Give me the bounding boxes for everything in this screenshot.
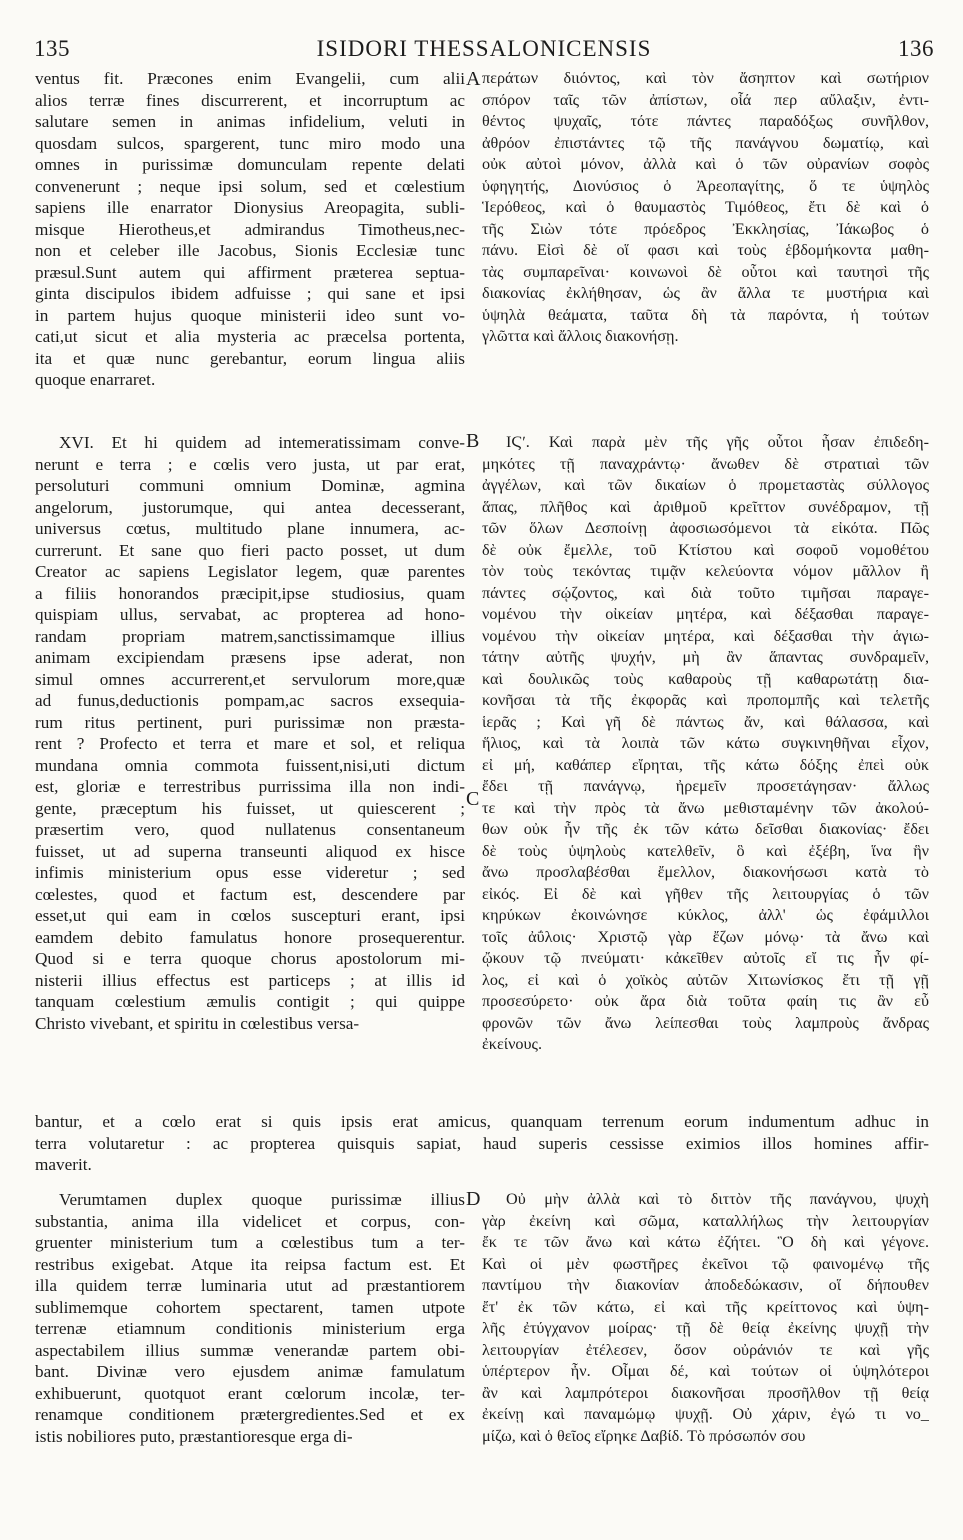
text-line: τὰς συμπαρεῖναι· κοινωνοὶ δὲ οὗτοι καὶ ταυτησὶ τῆς (482, 262, 929, 281)
text-line: gruenter ministerium tum a cœlestibus tum a ter- (35, 1233, 465, 1252)
text-line: νομένου τὴν οἰκείαν μητέρα, καὶ δέξασθαι παραγε- (482, 605, 929, 623)
text-line: præsul.Sunt autem qui affirment præterea septua- (35, 262, 465, 282)
text-line: θέντος ψυχαῖς, τότε πάντες παραδόξως συνῆλθον, (482, 112, 929, 130)
text-line: rum ritus pertinent, puri purissimæ non præsta- (35, 712, 465, 732)
text-line: animam excipiendam præsens ipse aderat, non (35, 648, 465, 667)
latin-full-width-continuation (35, 1111, 929, 1176)
text-line: istis nobiliores puto, præstantioresque erga di- (35, 1426, 353, 1446)
latin-paragraph-3 (35, 1189, 465, 1447)
text-line: exhibuerunt, quotquot erant cœlorum incolæ, ter- (35, 1383, 465, 1403)
text-line: bant. Divinæ vero ejusdem animæ famulatum (35, 1362, 465, 1381)
text-line: περάτων διιόντος, καὶ τὸν ἄσηπτον καὶ σωτήριον (482, 69, 929, 87)
text-line: quosdam sulcos, spargerent, tunc miro modo una (35, 133, 465, 153)
text-line: aspectabilem illius summæ venerandæ partem obi- (35, 1340, 465, 1360)
text-line: misque Hierotheus,et admirandus Timotheus,nec- (35, 219, 465, 239)
text-line: εἰ μή, καθάπερ εἴρηται, τῆς κάτω δόξης ἐπεὶ οὐκ (482, 755, 929, 774)
text-line: terra volutaretur : ac propterea quisquis sapiat, haud superis cessisse eximios illos homines affir- (35, 1133, 929, 1153)
text-line: cœlestes, quod et factum est, descendere par (35, 884, 465, 904)
text-line: non et celeber ille Jacobus, Sionis Ecclesiæ tunc (35, 241, 465, 260)
section-marker-a: A (466, 68, 481, 90)
text-line: τῆς Σιὼν τότε πρόεδρος Ἐκκλησίας, Ἰάκωβος ὁ (482, 219, 929, 238)
latin-paragraph-1 (35, 68, 465, 391)
text-line: ginta discipulos ibidem adfuisse ; qui sane et ipsi (35, 284, 465, 303)
text-line: renamque conditionem prætergredientes.Sed et ex (35, 1405, 465, 1424)
section-marker-d: D (466, 1188, 481, 1210)
text-line: ὑφηγητής, Διονύσιος ὁ Ἀρεοπαγίτης, ὅ τε ὑψηλὸς (482, 176, 929, 195)
text-line: λῆς ἐτύγχανον μοίρας· τῇ δὲ θείᾳ ἐκείνης ψυχῇ τὴν (482, 1319, 929, 1337)
text-line: Ἱερόθεος, καὶ ὁ θαυμαστὸς Τιμόθεος, ἔτι δὲ καὶ ὁ (482, 198, 929, 216)
text-line: maverit. (35, 1155, 92, 1174)
text-line: salutare semen in animas infidelium, veluti in (35, 112, 465, 131)
text-line: sublimemque cohortem spectarent, tamen utpote (35, 1297, 465, 1317)
text-line: ἀθρόον ἐπιστάντες τῷ τῆς πανάγνου δωματίῳ, καὶ (482, 133, 929, 152)
text-line: γὰρ ἐκείνη καὶ σῶμα, καταλλήλως τὴν λειτουργίαν (482, 1211, 929, 1230)
text-line: Quod si e terra quoque chorus apostolorum mi- (35, 949, 465, 968)
text-line: ἔδει τῇ πανάγνῳ, ἠρεμεῖν προσετάγησαν· ἄλλως (482, 777, 929, 795)
text-line: νομένου τὴν οἰκείαν μητέρα, καὶ δέξασθαι τὴν ἁγιω- (482, 626, 929, 645)
text-line: μίζω, καὶ ὁ θεῖος εἴρηκε Δαβίδ. Τὸ πρόσωπόν σου (482, 1426, 806, 1445)
text-line: τῶν ὅλων Δεσποίνῃ ἀφοσιωσόμενοι τὰ εἰκότα. Πῶς (482, 519, 929, 537)
text-line: ἂν καὶ λαμπρότεροι διακονῆσαι προσῆλθον τῇ θείᾳ (482, 1383, 929, 1402)
text-line: præsertim vero, quod nullatenus consentaneum (35, 820, 465, 839)
text-line: angelorum, justorumque, qui antea decesserant, (35, 497, 465, 517)
text-line: σπόρον ταῖς τῶν ἀπίστων, οἷά περ αὔλαξιν, ἐντι- (482, 90, 929, 109)
text-line: nerunt e terra ; e cœlis vero justa, ut par erat, (35, 454, 465, 474)
text-line: πάντες σῴζοντος, καὶ διὰ τοῦτο τιμῆσαι παραγε- (482, 583, 929, 602)
text-line: ἀγγέλων, καὶ τῶν δικαίων ὁ προμεταστὰς σύλλογος (482, 476, 929, 494)
text-line: ἅπας, πλῆθος καὶ ἀριθμοῦ κρεῖττον συνέδραμον, τῇ (482, 497, 929, 516)
text-line: μηκότες τῇ παναχράντῳ· ἄνωθεν δὲ στρατιαὶ τῶν (482, 454, 929, 473)
text-line: alios terræ fines discurrerent, et incorruptum ac (35, 90, 465, 110)
text-line: τὸν τοὺς τεκόντας τιμᾷν κελεύοντα νόμον μᾶλλον ἢ (482, 562, 929, 580)
text-line: est, gloriæ e terrestribus purrissima illa non indi- (35, 777, 465, 796)
section-marker-c: C (466, 788, 480, 810)
text-line: gente, præceptum his fuisset, ut quiescerent ; (35, 798, 465, 818)
text-line: universus cœtus, multitudo plane innumera, ac- (35, 519, 465, 538)
text-line: προσεσύρετο· οὐκ ἄρα διὰ τοῦτα φαίη τις ἂν εὖ (482, 992, 929, 1010)
latin-paragraph-2 (35, 432, 465, 1034)
text-line: τάτην αὐτῆς ψυχήν, μὴ ἂν ἅπαντας συνδραμεῖν, (482, 648, 929, 666)
text-line: omnes in purissimæ domunculam repente delati (35, 155, 465, 174)
text-line: Οὐ μὴν ἀλλὰ καὶ τὸ διττὸν τῆς πανάγνου, ψυχὴ (506, 1190, 929, 1208)
section-marker-b: B (466, 430, 480, 452)
text-line: θων οὐκ ἦν τῆς ἐκ τῶν κάτω δεῖσθαι διακονίας· ἔδει (482, 820, 929, 838)
text-line: esset,ut qui eam in cœlos suscepturi erant, ipsi (35, 906, 465, 925)
text-line: convenerunt ; neque ipsi solum, sed et cœlestium (35, 176, 465, 196)
text-line: persoluturi communi omnium Dominæ, agmina (35, 476, 465, 495)
text-line: randam propriam matrem,sanctissimamque illius (35, 626, 465, 646)
text-line: terrenæ etiamnum conditionis ministerium erga (35, 1319, 465, 1338)
text-line: καὶ δουλικῶς τοὺς καθαροὺς τῇ καθαρωτάτῃ δια- (482, 669, 929, 688)
text-line: illa quidem terræ luminaria utut ad præstantiorem (35, 1276, 465, 1295)
text-line: δὲ τοὺς ὑψηλοὺς κατελθεῖν, ὃ καὶ ἐξέβη, ἵνα ἣν (482, 841, 929, 860)
text-line: mundana omnia commota fuissent,nisi,uti dictum (35, 755, 465, 775)
text-line: γλῶττα καὶ ἄλλοις διακονήσῃ. (482, 327, 679, 345)
text-line: Verumtamen duplex quoque purissimæ illius (59, 1190, 465, 1209)
text-line: ΙϚʹ. Καὶ παρὰ μὲν τῆς γῆς οὗτοι ἦσαν ἐπιδεδη- (506, 433, 929, 451)
text-line: a filiis honorandos præcipit,ipse studiosius, quam (35, 583, 465, 603)
text-line: ᾤκουν τῷ πνεύματι· κἀκεῖθεν αὐτοῖς εἴ τις ἦν φί- (482, 949, 929, 967)
page-header (34, 30, 934, 70)
text-line: cati,ut sicut et alia mysteria ac præcelsa portenta, (35, 327, 465, 346)
text-line: ita et quæ nunc gerebantur, eorum lingua aliis (35, 348, 465, 368)
text-line: ἔκ τε τῶν ἄνω καὶ κάτω ἐζήτει. Ὃ δὴ καὶ γέγονε. (482, 1233, 929, 1251)
text-line: λειτουργίαν ἐτέλεσεν, ὅσον οὐράνιόν τε καὶ γῆς (482, 1340, 929, 1359)
text-line: ἄνω προσλαβέσθαι ἔμελλον, διακονήσωσι κατὰ τὸ (482, 863, 929, 881)
text-line: rent ? Profecto et terra et mare et sol, et reliqua (35, 734, 465, 753)
text-line: κονῆσαι τὰ τῆς ἐκφορᾶς καὶ προπομπῆς καὶ τελετῆς (482, 691, 929, 709)
text-line: ventus fit. Præcones enim Evangelii, cum alii (35, 69, 465, 88)
text-line: τε καὶ τὴν πρὸς τὰ ἄνω μεθισταμένην τῶν ἀκολού- (482, 798, 929, 817)
text-line: quoque enarraret. (35, 370, 156, 389)
text-line: fuisset, ut ad superna transeunti aliquod ex hisce (35, 841, 465, 861)
text-line: διακονίας ἐκλήθησαν, ὡς ἂν ἄλλα τε μυστήρια καὶ (482, 284, 929, 302)
text-line: XVI. Et hi quidem ad intemeratissimam conve- (59, 433, 465, 452)
text-line: Creator ac sapiens Legislator legem, quæ parentes (35, 562, 465, 581)
text-line: παντίμου τὴν διακονίαν ἀποδεδώκασιν, οἵ δήπουθεν (482, 1276, 929, 1294)
text-line: λος, εἰ καὶ ὁ χοϊκὸς αὐτῶν Χιτωνίσκος ἔτι τῇ γῇ (482, 970, 929, 989)
text-line: ἱερᾶς ; Καὶ γῆ δὲ πάντως ἄν, καὶ θάλασσα, καὶ (482, 712, 929, 731)
text-line: currerunt. Et sane quo fieri pacto posset, ut dum (35, 540, 465, 560)
text-line: quispiam ullus, servabat, ac propterea ad hono- (35, 605, 465, 624)
text-line: ὑψηλὰ θεάματα, ταῦτα δὴ τὰ παρόντα, ἡ τούτων (482, 305, 929, 324)
text-line: ἔτ' ἐκ τῶν κάτω, εἰ καὶ τῆς κρείττονος καὶ ὑψη- (482, 1297, 929, 1316)
text-line: sapiens ille enarrator Dionysius Areopagita, subli- (35, 198, 465, 217)
page-number-left: 135 (34, 36, 70, 61)
text-line: in partem hujus quoque ministerii ideo sunt vo- (35, 305, 465, 325)
text-line: ad funus,deductionis pompam,ac sacros exsequia- (35, 691, 465, 710)
text-line: ἥλιος, καὶ τὰ λοιπὰ τῶν κάτω συγκινηθῆναι εἶχον, (482, 734, 929, 752)
text-line: οὐκ αὐτοὶ μόνον, ἀλλὰ καὶ ὁ τῶν οὐρανίων σοφὸς (482, 155, 929, 173)
text-line: τοῖς ἀΰλοις· Χριστῷ γὰρ ἔζων μόνῳ· τὰ ἄνω καὶ (482, 927, 929, 946)
text-line: κηρύκων ἐκοινώνησε κύκλος, ἀλλ' ὡς ἐφάμιλλοι (482, 906, 929, 924)
text-line: substantia, anima illa videlicet et corpus, con- (35, 1211, 465, 1231)
greek-paragraph-2 (482, 432, 929, 1056)
text-line: φρονῶν τῶν ἄνω λείπεσθαι τοὺς λαμπροὺς ἄνδρας (482, 1013, 929, 1032)
text-line: δὲ οὐκ ἔμελλε, τοῦ Κτίστου καὶ σοφοῦ νομοθέτου (482, 540, 929, 559)
text-line: simul omnes accurrerent,et servulorum more,quæ (35, 669, 465, 689)
text-line: ὑπέρτερον ἦν. Οἶμαι δέ, καὶ τούτων οἱ ὑψηλότεροι (482, 1362, 929, 1380)
text-line: infimis ministerium opus esse videretur ; sed (35, 863, 465, 882)
text-line: Καὶ οἱ μὲν φωστῆρες ἐκεῖνοι τῷ φαινομένῳ τῆς (482, 1254, 929, 1273)
greek-paragraph-1 (482, 68, 929, 348)
text-line: ἐκείνους. (482, 1035, 542, 1053)
text-line: nisterii illius effectus est particeps ; at illis id (35, 970, 465, 990)
greek-paragraph-3 (482, 1189, 929, 1447)
text-line: tanquam cœlestium æmulis contigit ; qui quippe (35, 992, 465, 1011)
text-line: εἰκός. Εἰ δὲ καὶ γῆθεν τῆς λειτουργίας ὁ τῶν (482, 884, 929, 903)
text-line: πάνυ. Εἰσὶ δὲ οἵ φασι καὶ τοὺς ἑβδομήκοντα μαθη- (482, 241, 929, 259)
text-line: ἐκείνῃ καὶ παναμώμῳ ψυχῇ. Οὐ χάριν, ἐγώ τι νο_ (482, 1405, 929, 1423)
text-line: eamdem debito famulatus honore prosequerentur. (35, 927, 465, 947)
text-line: restribus exigebat. Atque ita reipsa factum est. Et (35, 1254, 465, 1274)
running-title: ISIDORI THESSALONICENSIS (316, 36, 652, 61)
page-number-right: 136 (898, 36, 934, 61)
text-line: bantur, et a cœlo erat si quis ipsis erat amicus, quanquam terrenum eorum indumentum adhuc in (35, 1112, 929, 1131)
text-line: Christo vivebant, et spiritu in cœlestibus versa- (35, 1013, 360, 1033)
